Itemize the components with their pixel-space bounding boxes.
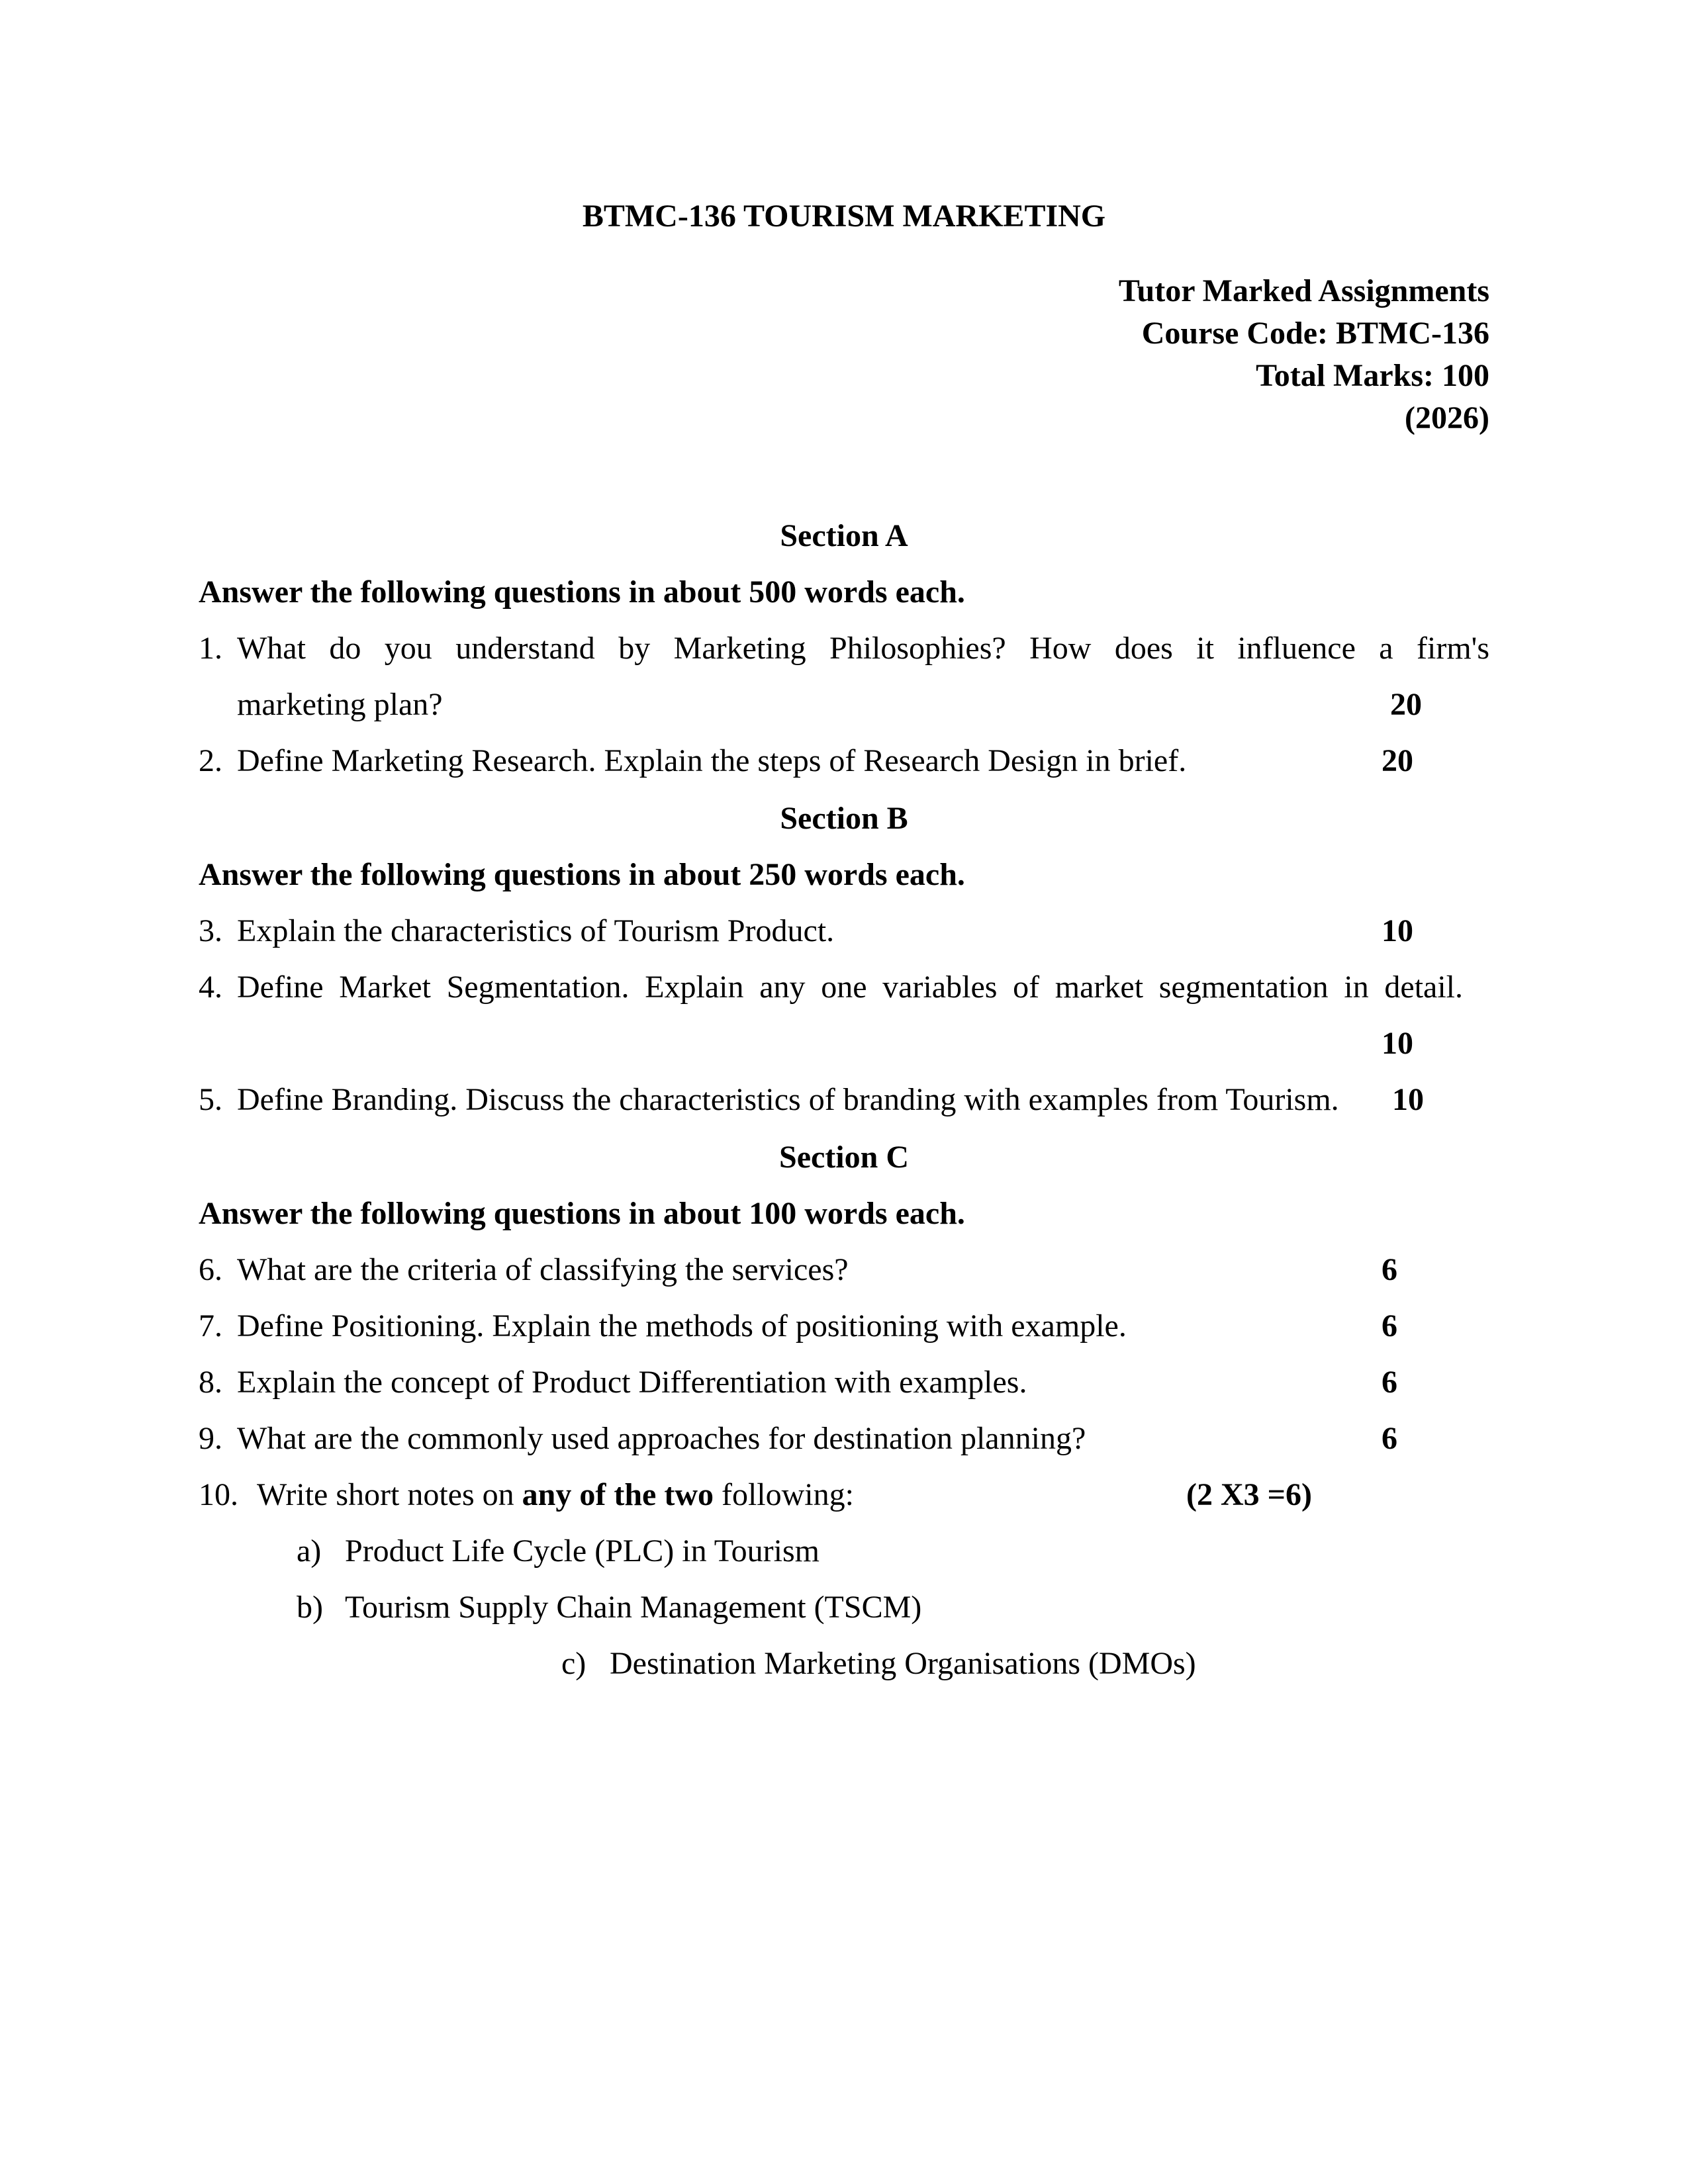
document-title: BTMC-136 TOURISM MARKETING: [582, 199, 1106, 234]
question-4-text: Define Market Segmentation. Explain any one variables of market segmentation in detail.: [237, 970, 1463, 1005]
question-5-number: 5.: [199, 1082, 222, 1117]
section-b-instruction: Answer the following questions in about 250 words each.: [199, 857, 965, 892]
option-c-letter: c): [561, 1646, 586, 1681]
question-9-number: 9.: [199, 1421, 222, 1456]
question-6-marks: 6: [1382, 1252, 1397, 1287]
section-c-heading: Section C: [779, 1140, 909, 1175]
option-a-letter: a): [297, 1533, 322, 1569]
question-10-marks: (2 X3 =6): [1186, 1477, 1312, 1512]
question-2-number: 2.: [199, 743, 222, 778]
question-8-marks: 6: [1382, 1365, 1397, 1400]
question-5-marks: 10: [1392, 1082, 1424, 1117]
option-b-text: Tourism Supply Chain Management (TSCM): [345, 1590, 922, 1625]
question-1-text-line1: What do you understand by Marketing Philosophies? How does it influence a firm's: [237, 631, 1489, 666]
question-10-text-before: Write short notes on: [257, 1477, 514, 1512]
question-10-text-after: following:: [721, 1477, 854, 1512]
section-a-heading: Section A: [780, 518, 908, 553]
question-10-number: 10.: [199, 1477, 238, 1512]
question-8-number: 8.: [199, 1365, 222, 1400]
section-c-instruction: Answer the following questions in about 100 words each.: [199, 1196, 965, 1231]
question-1-marks: 20: [1390, 687, 1422, 722]
question-4-number: 4.: [199, 970, 222, 1005]
header-year: (2026): [1405, 400, 1489, 435]
question-5-text: Define Branding. Discuss the characteristics of branding with examples from Tourism.: [237, 1082, 1339, 1117]
question-9-marks: 6: [1382, 1421, 1397, 1456]
question-3-marks: 10: [1382, 913, 1413, 948]
option-c-text: Destination Marketing Organisations (DMOs): [610, 1646, 1196, 1681]
section-a-instruction: Answer the following questions in about 500 words each.: [199, 574, 965, 610]
question-1-number: 1.: [199, 631, 222, 666]
header-assignment-type: Tutor Marked Assignments: [1118, 273, 1489, 308]
question-3-number: 3.: [199, 913, 222, 948]
question-6-number: 6.: [199, 1252, 222, 1287]
question-8-text: Explain the concept of Product Differentiation with examples.: [237, 1365, 1027, 1400]
question-4-marks: 10: [1382, 1026, 1413, 1061]
option-b-letter: b): [297, 1590, 323, 1625]
question-6-text: What are the criteria of classifying the services?: [237, 1252, 849, 1287]
header-total-marks: Total Marks: 100: [1256, 358, 1489, 393]
section-b-heading: Section B: [780, 801, 908, 836]
question-7-marks: 6: [1382, 1308, 1397, 1343]
question-3-text: Explain the characteristics of Tourism Product.: [237, 913, 835, 948]
question-9-text: What are the commonly used approaches for destination planning?: [237, 1421, 1086, 1456]
question-7-number: 7.: [199, 1308, 222, 1343]
question-10-text: [257, 1475, 854, 1515]
question-2-marks: 20: [1382, 743, 1413, 778]
question-7-text: Define Positioning. Explain the methods of positioning with example.: [237, 1308, 1127, 1343]
question-1-text-line2: marketing plan?: [237, 687, 443, 722]
option-a-text: Product Life Cycle (PLC) in Tourism: [345, 1533, 820, 1569]
header-course-code: Course Code: BTMC-136: [1141, 316, 1489, 351]
question-2-text: Define Marketing Research. Explain the steps of Research Design in brief.: [237, 743, 1187, 778]
question-10-text-emphasis: any of the two: [522, 1477, 714, 1512]
